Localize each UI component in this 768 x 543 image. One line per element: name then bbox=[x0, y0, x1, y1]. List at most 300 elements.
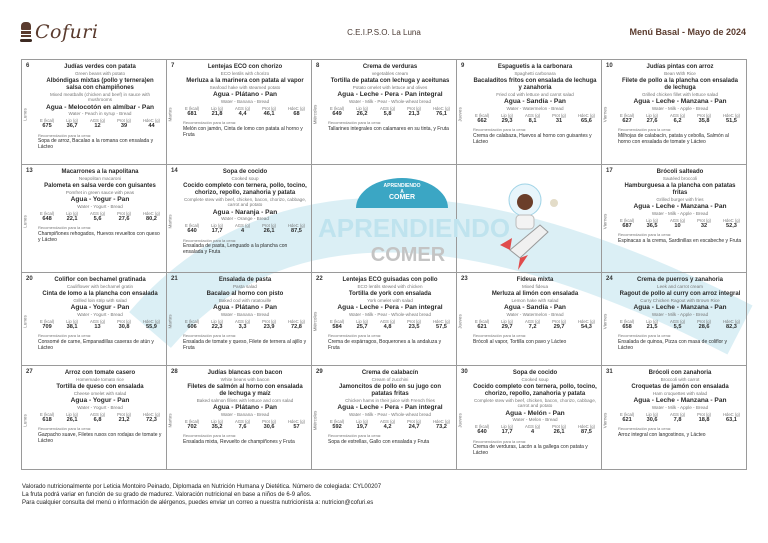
nutrient-value: 640 bbox=[187, 228, 197, 234]
dinner-label: Recomendación para la cena: bbox=[473, 333, 527, 338]
nutrient-label: HdeC (g) bbox=[577, 318, 595, 324]
nutrient-value: 702 bbox=[187, 423, 197, 430]
extras-english: Water - Yogurt - Bread bbox=[77, 203, 123, 209]
nutrition-table bbox=[185, 319, 305, 331]
day-menu bbox=[473, 64, 597, 145]
nutrient-label: HdeC (g) bbox=[432, 318, 450, 324]
nutrition-table bbox=[185, 419, 305, 431]
nutrient-column bbox=[330, 106, 344, 118]
nutrient-value: 10 bbox=[674, 222, 681, 229]
school-name: C.E.I.P.S.O. La Luna bbox=[347, 28, 421, 37]
weekday-label: Lunes bbox=[22, 413, 28, 427]
weekday-label: Miércoles bbox=[312, 104, 318, 125]
first-course-english: Homemade tomato rice bbox=[76, 377, 124, 382]
extras-english: Water - Orange - Bread bbox=[221, 216, 269, 221]
nutrient-column bbox=[90, 319, 105, 331]
dinner-label: Recomendación para la cena: bbox=[183, 237, 237, 243]
nutrient-column bbox=[211, 419, 223, 431]
nutrient-label: Lip (g) bbox=[356, 418, 369, 424]
day-number: 14 bbox=[171, 168, 178, 174]
nutrient-column bbox=[262, 319, 276, 331]
nutrient-label: Lip (g) bbox=[501, 318, 514, 324]
nutrient-value: 46,1 bbox=[263, 110, 275, 117]
nutrient-column bbox=[525, 113, 540, 125]
day-cell bbox=[166, 164, 312, 273]
day-number: 29 bbox=[316, 369, 323, 375]
nutrition-table bbox=[475, 113, 595, 125]
nutrient-label: E (kcal) bbox=[620, 217, 635, 223]
nutrient-label: HdeC (g) bbox=[577, 424, 595, 429]
nutrient-value: 30,8 bbox=[118, 323, 130, 330]
nutrient-value: 648 bbox=[42, 215, 52, 222]
nutrient-value: 17,7 bbox=[211, 228, 223, 234]
nutrient-column bbox=[525, 319, 540, 331]
day-menu bbox=[618, 370, 742, 438]
nutrient-value: 29,7 bbox=[501, 323, 513, 330]
day-menu bbox=[618, 277, 742, 351]
nutrient-label: Lip (g) bbox=[501, 424, 514, 429]
nutrient-value: 5,8 bbox=[383, 110, 392, 117]
nutrient-label: E (kcal) bbox=[475, 318, 490, 324]
dinner-recommendation: Sopa de arroz, Bacalao a la romana con ensalada y Lácteo bbox=[38, 138, 154, 150]
nutrient-label: HdeC (g) bbox=[142, 318, 160, 324]
second-course-english: Grilled loin strip with salad bbox=[73, 297, 127, 303]
weekday-label: Viernes bbox=[602, 313, 608, 330]
nutrient-label: E (kcal) bbox=[620, 318, 635, 324]
first-course-english: Cauliflower with bechamel gratin bbox=[66, 284, 134, 289]
badge-line: COMER bbox=[388, 194, 416, 201]
nutrient-column bbox=[646, 319, 658, 331]
dinner-recommendation: Crema de verduras, Lacón a la gallega con patata y Lácteo bbox=[473, 444, 588, 456]
nutrient-label: E (kcal) bbox=[475, 112, 490, 118]
second-course: Palometa en salsa verde con guisantes bbox=[44, 182, 156, 189]
nutrient-value: 21,2 bbox=[118, 416, 130, 423]
extras-english: Water - Yogurt - Bread bbox=[77, 311, 123, 317]
nutrient-value: 21,3 bbox=[408, 110, 420, 117]
nutrient-label: Prot (g) bbox=[552, 318, 567, 324]
extras: Agua - Leche - Pera - Pan integral bbox=[337, 404, 443, 411]
nutrient-column bbox=[433, 106, 450, 118]
extras-english: Water - Melon - Bread bbox=[512, 417, 558, 422]
nutrient-column bbox=[90, 118, 105, 130]
dinner-label: Recomendación para la cena: bbox=[328, 433, 382, 438]
day-number: 23 bbox=[461, 276, 468, 282]
nutrient-value: 7,6 bbox=[238, 423, 247, 430]
nutrient-column bbox=[501, 113, 513, 125]
nutrient-label: E (kcal) bbox=[185, 418, 200, 424]
nutrient-value: 26,2 bbox=[356, 110, 368, 117]
dinner-label: Recomendación para la cena: bbox=[473, 127, 527, 132]
nutrient-value: 26,1 bbox=[263, 228, 275, 234]
nutrient-column bbox=[620, 113, 634, 125]
nutrient-column bbox=[356, 319, 368, 331]
nutrient-column bbox=[330, 319, 344, 331]
nutrient-label: Lip (g) bbox=[211, 418, 224, 424]
second-course: Merluza a la marinera con patata al vapor bbox=[186, 77, 304, 84]
nutrient-value: 54,3 bbox=[581, 323, 592, 330]
nutrient-column bbox=[235, 319, 250, 331]
extras: Agua - Leche - Manzana - Pan bbox=[633, 203, 727, 210]
dinner-recommendation: Tallarines integrales con calamares en su tinta, y Fruta bbox=[328, 125, 449, 132]
day-cell bbox=[166, 272, 312, 366]
day-menu bbox=[328, 277, 452, 351]
nutrient-value: 31 bbox=[555, 117, 563, 124]
nutrient-column bbox=[235, 106, 250, 118]
nutrient-label: AGS (g) bbox=[524, 318, 541, 324]
dinner-recommendation: Champiñones rehogados, Huevos revueltos con queso y Lácteo bbox=[38, 230, 160, 243]
nutrient-label: HdeC (g) bbox=[142, 411, 160, 417]
dinner-label: Recomendación para la cena: bbox=[618, 127, 672, 132]
second-course: Ragout de pollo al curry con arroz integral bbox=[619, 290, 741, 297]
nutrient-value: 87,5 bbox=[291, 228, 302, 234]
nutrient-column bbox=[552, 319, 566, 331]
nutrient-label: AGS (g) bbox=[524, 424, 541, 429]
dinner-recommendation: Sopa de estrellas, Gallo con ensalada y Fruta bbox=[328, 438, 430, 445]
aprendiendo-a-comer-badge bbox=[356, 178, 448, 208]
dinner-label: Recomendación para la cena: bbox=[183, 433, 237, 438]
first-course-english: Cooked soup bbox=[231, 176, 259, 181]
second-course: Tortilla de patata con lechuga y aceitunas bbox=[330, 77, 450, 84]
nutrient-label: AGS (g) bbox=[89, 210, 106, 216]
nutrient-column bbox=[525, 424, 540, 436]
nutrient-column bbox=[407, 319, 421, 331]
extras-english: Water - Milk - Pear - Whole-wheat bread bbox=[348, 311, 432, 317]
nutrient-column bbox=[288, 419, 305, 431]
footer-line: Valorado nutricionalmente por Leticia Montoiro Peinado, Diplomada en Nutrición Humana y Dietética. Número de colegiada: CYL00207 bbox=[22, 484, 382, 490]
extras-english: Water - Banana - Bread bbox=[220, 411, 270, 417]
nutrient-column bbox=[620, 218, 634, 230]
nutrient-column bbox=[380, 319, 395, 331]
nutrition-table bbox=[620, 113, 740, 125]
dinner-recommendation: Arroz integral con langostinos, y Lácteo bbox=[618, 431, 706, 438]
nutrient-column bbox=[697, 113, 711, 125]
nutrient-value: 52,3 bbox=[726, 222, 737, 229]
nutrient-label: AGS (g) bbox=[524, 112, 541, 118]
nutrient-label: AGS (g) bbox=[234, 418, 251, 424]
second-course-english: Potato omelet with lettuce and olives bbox=[352, 84, 428, 90]
dinner-label: Recomendación para la cena: bbox=[618, 232, 672, 237]
nutrient-column bbox=[578, 319, 595, 331]
nutrient-column bbox=[66, 118, 78, 130]
day-menu bbox=[38, 277, 162, 351]
day-menu bbox=[183, 370, 307, 445]
footer-notes bbox=[22, 483, 381, 507]
first-course: Brócoli con zanahoria bbox=[648, 370, 712, 376]
dinner-recommendation: Consomé de carne, Empanadillas caseras de atún y Lácteo bbox=[38, 338, 154, 351]
nutrient-value: 7,8 bbox=[673, 416, 682, 423]
second-course: Merluza al limón con ensalada bbox=[491, 290, 579, 297]
nutrient-column bbox=[40, 118, 54, 130]
nutrient-label: E (kcal) bbox=[620, 411, 635, 417]
nutrient-label: AGS (g) bbox=[669, 217, 686, 223]
dinner-label: Recomendación para la cena: bbox=[328, 333, 382, 338]
footer-line: Para cualquier consulta del menú o información de alérgenos, puedes enviar un correo a nuestra nutricionista a: nutricion@cofuri.es bbox=[22, 500, 374, 506]
nutrient-value: 57,5 bbox=[436, 323, 447, 330]
nutrient-value: 23,9 bbox=[263, 323, 275, 330]
weekday-label: Jueves bbox=[457, 412, 463, 428]
nutrient-label: AGS (g) bbox=[669, 411, 686, 417]
day-menu bbox=[473, 277, 597, 345]
first-course: Arroz con tomate casero bbox=[64, 370, 136, 376]
day-cell bbox=[311, 59, 457, 165]
nutrient-label: Lip (g) bbox=[66, 210, 79, 216]
extras: Agua - Naranja - Pan bbox=[212, 208, 278, 216]
nutrient-label: Lip (g) bbox=[646, 411, 659, 417]
nutrient-label: E (kcal) bbox=[185, 105, 200, 111]
weekday-label: Martes bbox=[167, 213, 173, 229]
nutrient-column bbox=[501, 319, 513, 331]
extras: Agua - Sandía - Pan bbox=[504, 304, 566, 311]
nutrition-table bbox=[185, 106, 305, 118]
extras-english: Water - Watermelon - Bread bbox=[506, 311, 564, 317]
nutrient-value: 681 bbox=[187, 110, 197, 117]
extras-english: Water - Yogurt - Bread bbox=[77, 404, 123, 410]
first-course-english: Pasta salad bbox=[232, 284, 257, 289]
nutrient-value: 3,3 bbox=[238, 323, 247, 330]
nutrient-label: AGS (g) bbox=[669, 318, 686, 324]
second-course-english: Chicken hams in their juice with French fries bbox=[345, 397, 435, 403]
nutrient-label: E (kcal) bbox=[475, 424, 490, 429]
weekday-label: Jueves bbox=[457, 314, 463, 329]
extras: Agua - Plátano - Pan bbox=[212, 304, 278, 311]
nutrient-value: 36,7 bbox=[66, 123, 78, 129]
nutrient-value: 26,1 bbox=[66, 416, 78, 423]
nutrient-value: 32 bbox=[700, 222, 708, 229]
nutrient-column bbox=[670, 218, 685, 230]
nutrient-value: 618 bbox=[42, 416, 52, 423]
day-number: 22 bbox=[316, 276, 323, 282]
dinner-label: Recomendación para la cena: bbox=[328, 120, 382, 125]
nutrient-value: 80,2 bbox=[146, 215, 157, 222]
nutrient-label: Prot (g) bbox=[262, 105, 277, 111]
dinner-label: Recomendación para la cena: bbox=[183, 333, 237, 338]
nutrient-column bbox=[723, 113, 740, 125]
nutrient-label: HdeC (g) bbox=[287, 223, 305, 228]
nutrient-column bbox=[117, 211, 131, 223]
dinner-label: Recomendación para la cena: bbox=[38, 426, 92, 431]
nutrient-value: 24,7 bbox=[408, 423, 420, 430]
nutrient-value: 606 bbox=[187, 323, 197, 330]
weekday-label: Viernes bbox=[602, 213, 608, 229]
nutrient-value: 23,5 bbox=[408, 323, 420, 330]
extras-english: Water - Milk - Apple - Bread bbox=[651, 404, 709, 410]
nutrient-value: 13 bbox=[94, 323, 101, 330]
first-course-english: Neapolitan macaroni bbox=[78, 176, 122, 181]
nutrient-value: 35,2 bbox=[211, 423, 223, 430]
nutrient-column bbox=[380, 106, 395, 118]
nutrient-value: 28,6 bbox=[698, 323, 710, 330]
nutrient-column bbox=[646, 218, 658, 230]
day-number: 9 bbox=[461, 63, 465, 69]
nutrient-label: HdeC (g) bbox=[287, 418, 305, 424]
second-course: Cinta de lomo a la plancha con ensalada bbox=[42, 290, 158, 297]
extras: Agua - Plátano - Pan bbox=[212, 91, 278, 98]
nutrient-label: E (kcal) bbox=[40, 118, 55, 123]
first-course-english: Leek and carrot cream bbox=[657, 284, 703, 289]
nutrient-value: 44 bbox=[148, 123, 155, 129]
second-course: Filete de pollo a la plancha con ensalada de lechuga bbox=[621, 77, 739, 91]
nutrition-table bbox=[620, 218, 740, 230]
nutrient-label: AGS (g) bbox=[669, 112, 686, 118]
nutrition-table bbox=[40, 319, 160, 331]
nutrient-column bbox=[646, 113, 658, 125]
first-course-english: Cream of zucchini bbox=[371, 377, 409, 382]
day-menu bbox=[328, 64, 452, 132]
second-course-english: Cheese omelet with salad bbox=[73, 390, 127, 396]
day-number: 20 bbox=[26, 276, 33, 282]
nutrient-label: E (kcal) bbox=[40, 411, 55, 417]
extras: Agua - Leche - Manzana - Pan bbox=[633, 397, 727, 404]
nutrient-value: 22,3 bbox=[211, 323, 223, 330]
nutrient-column bbox=[723, 218, 740, 230]
nutrient-label: Lip (g) bbox=[356, 105, 369, 111]
nutrient-column bbox=[40, 412, 54, 424]
day-cell bbox=[601, 365, 747, 470]
nutrition-table bbox=[185, 223, 305, 235]
nutrient-label: Lip (g) bbox=[646, 318, 659, 324]
nutrient-value: 76,1 bbox=[436, 110, 447, 117]
first-course-english: vegetables cream bbox=[371, 71, 409, 76]
nutrient-label: AGS (g) bbox=[379, 105, 396, 111]
nutrient-value: 27,6 bbox=[646, 117, 658, 124]
nutrient-label: Prot (g) bbox=[262, 318, 277, 324]
nutrient-column bbox=[143, 319, 160, 331]
dinner-label: Recomendación para la cena: bbox=[38, 333, 92, 338]
day-number: 10 bbox=[606, 63, 613, 69]
day-cell bbox=[601, 164, 747, 273]
dinner-recommendation: Brócoli al vapor, Tortilla con pavo y Lácteo bbox=[473, 338, 567, 345]
nutrient-value: 584 bbox=[332, 323, 342, 330]
extras: Agua - Melocotón en almíbar - Pan bbox=[45, 103, 155, 111]
nutrient-value: 621 bbox=[622, 416, 632, 423]
nutrient-label: Lip (g) bbox=[211, 318, 224, 324]
second-course-english: Complete stew with beef, chicken, bacon, chorizo, cabbage, carrot and potato bbox=[473, 397, 597, 408]
first-course: Ensalada de pasta bbox=[218, 277, 272, 283]
nutrient-column bbox=[356, 106, 368, 118]
weekday-label: Lunes bbox=[22, 315, 28, 328]
second-course-english: Pomfret in green sauce with peas bbox=[65, 189, 135, 195]
first-course: Brócoli salteado bbox=[656, 169, 704, 175]
nutrient-value: 55,9 bbox=[146, 323, 157, 330]
nutrient-label: AGS (g) bbox=[89, 118, 106, 123]
nutrient-column bbox=[185, 319, 199, 331]
nutrient-label: Prot (g) bbox=[117, 318, 132, 324]
nutrient-column bbox=[433, 319, 450, 331]
extras-english: Water - Milk - Pear - Whole-wheat bread bbox=[348, 411, 432, 417]
second-course-english: Grilled burger with fries bbox=[656, 196, 704, 202]
nutrient-value: 687 bbox=[622, 222, 632, 229]
second-course-english: Baked salmon fillets with lettuce and corn salad bbox=[196, 397, 294, 403]
nutrient-value: 39 bbox=[120, 123, 128, 129]
day-number: 8 bbox=[316, 63, 320, 69]
day-cell bbox=[21, 272, 167, 366]
nutrition-table bbox=[330, 419, 450, 431]
first-course: Crema de verduras bbox=[362, 64, 418, 70]
nutrient-label: Lip (g) bbox=[646, 217, 659, 223]
second-course: Bacaladitos fritos con ensalada de lechuga y zanahoria bbox=[473, 77, 597, 91]
nutrient-column bbox=[578, 113, 595, 125]
day-menu bbox=[38, 64, 162, 150]
extras: Agua - Leche - Manzana - Pan bbox=[633, 304, 727, 311]
second-course: Bacalao al horno con pisto bbox=[206, 290, 284, 297]
nutrient-column bbox=[66, 319, 78, 331]
nutrient-value: 6,8 bbox=[93, 416, 102, 423]
nutrient-value: 627 bbox=[622, 117, 632, 124]
nutrition-table bbox=[330, 319, 450, 331]
nutrient-label: HdeC (g) bbox=[432, 105, 450, 111]
extras: Agua - Yogur - Pan bbox=[70, 196, 130, 203]
nutrient-value: 4,8 bbox=[383, 323, 392, 330]
day-cell bbox=[21, 164, 167, 273]
nutrient-label: E (kcal) bbox=[620, 112, 635, 118]
nutrient-label: Lip (g) bbox=[211, 105, 224, 111]
first-course: Lentejas ECO guisadas con pollo bbox=[342, 277, 438, 283]
day-menu bbox=[328, 370, 452, 445]
nutrient-column bbox=[670, 113, 685, 125]
nutrient-value: 7,2 bbox=[528, 323, 537, 330]
weekday-label: Lunes bbox=[22, 214, 28, 228]
dinner-recommendation: Crema de espárragos, Boquerones a la andaluza y Fruta bbox=[328, 338, 442, 351]
nutrient-label: Prot (g) bbox=[552, 112, 567, 118]
nutrient-value: 63,1 bbox=[726, 416, 737, 423]
nutrient-column bbox=[288, 106, 305, 118]
badge-line: APRENDIENDO bbox=[383, 183, 421, 189]
first-course: Judías blancas con bacon bbox=[207, 370, 283, 376]
badge-line: A bbox=[400, 189, 404, 195]
first-course: Crema de calabacín bbox=[361, 370, 419, 376]
extras-english: Water - Milk - Pear - Whole-wheat bread bbox=[348, 98, 432, 104]
nutrient-column bbox=[407, 419, 421, 431]
day-number: 31 bbox=[606, 369, 613, 375]
nutrient-column bbox=[117, 319, 131, 331]
day-menu bbox=[183, 277, 307, 351]
nutrient-column bbox=[330, 419, 344, 431]
nutrition-table bbox=[40, 211, 160, 223]
nutrient-value: 57 bbox=[293, 423, 300, 430]
nutrient-column bbox=[501, 424, 513, 436]
nutrient-label: HdeC (g) bbox=[142, 210, 160, 216]
first-course: Sopa de cocido bbox=[512, 370, 558, 376]
second-course-english: Mixed meatballs (chicken and beef) in sauce with mushrooms bbox=[49, 91, 151, 102]
nutrient-label: Prot (g) bbox=[262, 418, 277, 424]
nutrient-column bbox=[40, 319, 54, 331]
extras-english: Water - Watermelon - Bread bbox=[506, 105, 564, 111]
first-course: Judías verdes con patata bbox=[64, 64, 136, 70]
nutrient-label: HdeC (g) bbox=[287, 105, 305, 111]
nutrient-label: Prot (g) bbox=[697, 217, 712, 223]
dinner-recommendation: Espinacas a la crema, Sardinillas en escabeche y Fruta bbox=[618, 237, 742, 244]
nutrient-label: HdeC (g) bbox=[142, 118, 160, 123]
nutrient-column bbox=[185, 419, 199, 431]
nutrient-value: 21,8 bbox=[211, 110, 223, 117]
second-course-english: Lemon hake with salad bbox=[511, 297, 559, 303]
dinner-recommendation: Milhojas de calabacín, patata y cebolla, Salmón al horno con ensalada de tomate y Lácteo bbox=[618, 132, 729, 145]
footer-line: La fruta podrá variar en función de su grado de madurez. Valoración nutricional en base a niños de 6-9 años. bbox=[22, 492, 312, 498]
nutrition-table bbox=[40, 412, 160, 424]
nutrient-column bbox=[356, 419, 368, 431]
first-course-english: Broccoli with carrot bbox=[660, 377, 700, 382]
nutrient-value: 68 bbox=[293, 110, 300, 117]
second-course-english: Seafood hake with steamed potato bbox=[209, 84, 281, 90]
first-course-english: Bean With Rice bbox=[664, 71, 696, 76]
second-course: Tortilla de queso con ensalada bbox=[56, 383, 144, 390]
nutrient-label: AGS (g) bbox=[234, 105, 251, 111]
nutrient-value: 5,5 bbox=[673, 323, 682, 330]
nutrient-label: Lip (g) bbox=[501, 112, 514, 118]
nutrient-label: HdeC (g) bbox=[722, 217, 740, 223]
nutrient-column bbox=[433, 419, 450, 431]
nutrient-value: 65,6 bbox=[581, 117, 592, 124]
